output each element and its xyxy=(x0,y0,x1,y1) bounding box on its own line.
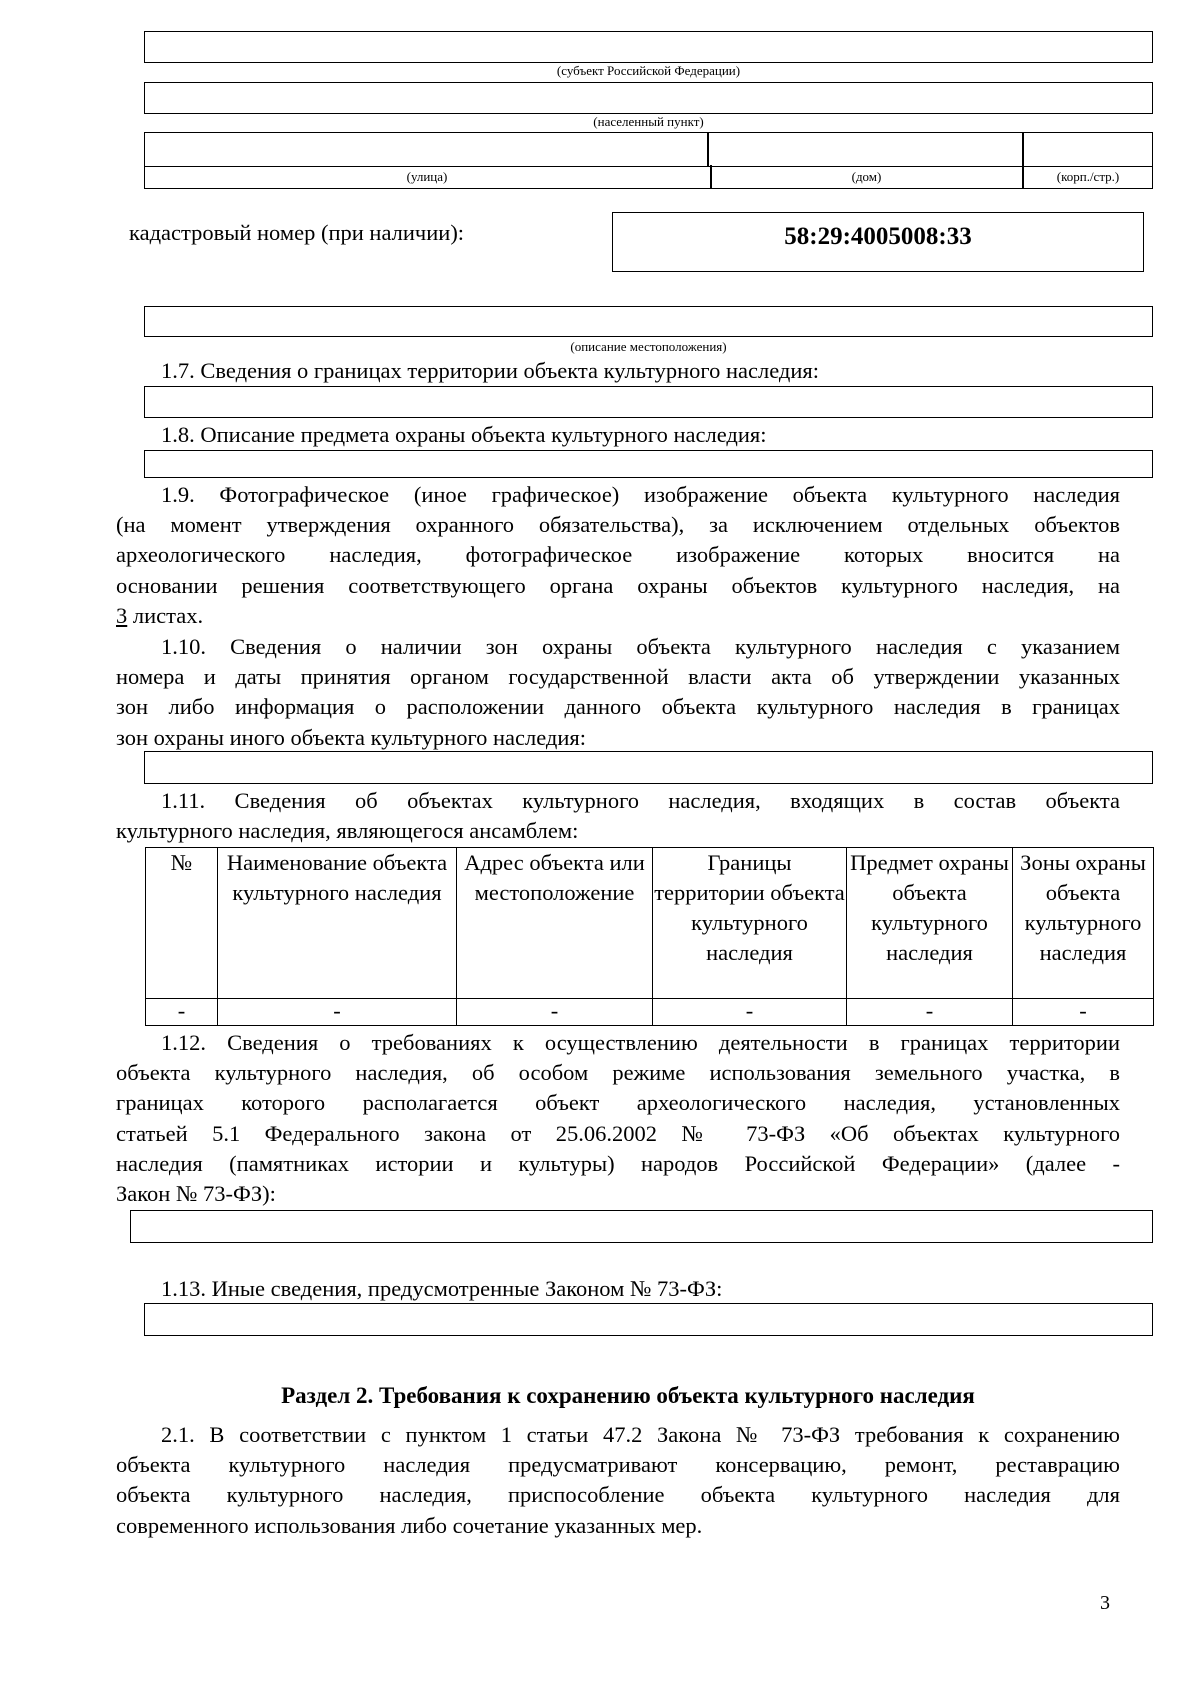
table-header-cell: Границы территории объекта культурного наследия xyxy=(653,848,847,999)
table-header-cell: Наименование объекта культурного наследия xyxy=(218,848,457,999)
section-1-9-line: (на момент утверждения охранного обязательства), за исключением отдельных объектов xyxy=(116,512,1120,538)
section-2-1-line: объекта культурного наследия предусматривают консервацию, ремонт, реставрацию xyxy=(116,1452,1120,1478)
section-1-10-line: номера и даты принятия органом государственной власти акта об утверждении указанных xyxy=(116,664,1120,690)
ensemble-objects-table xyxy=(145,847,1154,1026)
table-cell: - xyxy=(457,999,653,1026)
house-caption: (дом) xyxy=(851,169,882,184)
section-1-12-line: границах которого располагается объект археологического наследия, установленных xyxy=(116,1090,1120,1116)
table-header-row xyxy=(146,848,1154,999)
location-field xyxy=(144,306,1153,337)
section-1-13-text: 1.13. Иные сведения, предусмотренные Законом № 73-ФЗ: xyxy=(161,1276,723,1301)
cadastral-value: 58:29:4005008:33 xyxy=(784,223,972,250)
section-1-12-line: наследия (памятниках истории и культуры) народов Российской Федерации» (далее - xyxy=(116,1150,1120,1176)
section-2-1-line: объекта культурного наследия, приспособление объекта культурного наследия для xyxy=(116,1482,1120,1508)
section-1-10 xyxy=(116,632,1120,753)
section-2-1-line: 2.1. В соответствии с пунктом 1 статьи 47.2 Закона № 73-ФЗ требования к сохранению xyxy=(161,1422,1120,1447)
section-1-10-line: зон охраны иного объекта культурного наследия: xyxy=(116,724,587,750)
street-field xyxy=(144,132,709,167)
cadastral-label: кадастровый номер (при наличии): xyxy=(129,220,465,245)
section-1-12-line: статьей 5.1 Федерального закона от 25.06.2002 № 73-ФЗ «Об объектах культурного xyxy=(116,1120,1120,1146)
table-header-cell: Предмет охраны объекта культурного наследия xyxy=(847,848,1013,999)
section-1-12-line: 1.12. Сведения о требованиях к осуществлению деятельности в границах территории xyxy=(161,1030,1120,1055)
section-1-7-text: 1.7. Сведения о границах территории объекта культурного наследия: xyxy=(161,358,819,383)
section-1-11-line: 1.11. Сведения об объектах культурного наследия, входящих в состав объекта xyxy=(161,788,1120,813)
section-1-8-field xyxy=(144,450,1153,478)
section-1-7-field xyxy=(144,386,1153,418)
page-number: 3 xyxy=(1100,1592,1110,1614)
section-1-9-line: основании решения соответствующего органа охраны объектов культурного наследия, на xyxy=(116,572,1120,598)
table-header-cell: Адрес объекта или местоположение xyxy=(457,848,653,999)
table-row xyxy=(146,999,1154,1026)
sheets-count: 3 xyxy=(116,602,128,628)
region-caption: (субъект Российской Федерации) xyxy=(556,63,741,78)
building-field xyxy=(1022,132,1153,167)
section-1-9-line: археологического наследия, фотографическое изображение которых вносится на xyxy=(116,542,1120,568)
location-caption: (описание местоположения) xyxy=(570,339,727,354)
locality-caption: (населенный пункт) xyxy=(593,114,704,129)
section-2-1-line: современного использования либо сочетание указанных мер. xyxy=(116,1512,703,1538)
section-2-title: Раздел 2. Требования к сохранению объекта культурного наследия xyxy=(281,1383,975,1408)
section-1-9-last-line xyxy=(116,601,1120,631)
section-1-12-line: объекта культурного наследия, об особом режиме использования земельного участка, в xyxy=(116,1060,1120,1086)
table-cell: - xyxy=(1013,999,1154,1026)
section-1-11 xyxy=(116,786,1120,846)
table-cell: - xyxy=(847,999,1013,1026)
sheets-suffix: листах. xyxy=(127,602,204,628)
table-header-cell: № xyxy=(146,848,218,999)
section-1-12 xyxy=(116,1028,1120,1209)
table-cell: - xyxy=(218,999,457,1026)
section-1-8-text: 1.8. Описание предмета охраны объекта культурного наследия: xyxy=(161,422,767,447)
section-1-10-field xyxy=(144,751,1153,784)
section-1-9 xyxy=(116,480,1120,631)
table-cell: - xyxy=(146,999,218,1026)
section-1-12-field xyxy=(130,1210,1153,1243)
section-1-12-line: Закон № 73-ФЗ): xyxy=(116,1180,276,1206)
table-cell: - xyxy=(653,999,847,1026)
section-1-10-line: 1.10. Сведения о наличии зон охраны объекта культурного наследия с указанием xyxy=(161,634,1120,659)
street-caption: (улица) xyxy=(406,169,448,184)
section-1-11-line: культурного наследия, являющегося ансамблем: xyxy=(116,818,579,844)
locality-field xyxy=(144,82,1153,114)
house-field xyxy=(707,132,1024,167)
table-header-cell: Зоны охраны объекта культурного наследия xyxy=(1013,848,1154,999)
section-1-13-field xyxy=(144,1303,1153,1336)
region-field xyxy=(144,31,1153,63)
building-caption: (корп./стр.) xyxy=(1056,169,1120,184)
section-1-10-line: зон либо информация о расположении данного объекта культурного наследия в границах xyxy=(116,694,1120,720)
section-1-9-line: 1.9. Фотографическое (иное графическое) изображение объекта культурного наследия xyxy=(161,482,1120,507)
section-2-1 xyxy=(116,1420,1120,1541)
